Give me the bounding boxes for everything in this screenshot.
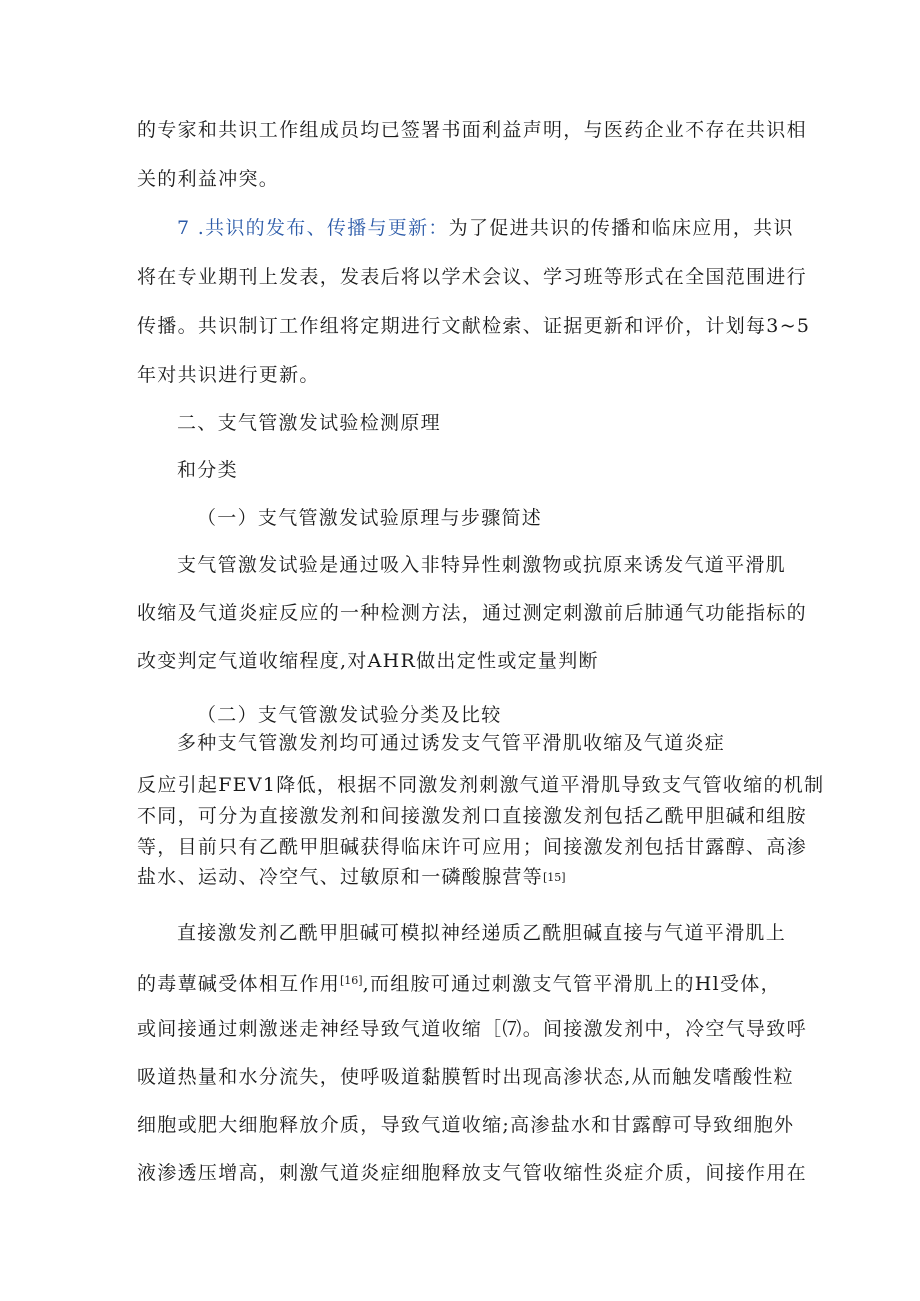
text-line: 的专家和共识工作组成员均已签署书面利益声明，与医药企业不存在共识相 (137, 119, 807, 141)
subsection-title: （一）支气管激发试验原理与步骤简述 (197, 507, 543, 529)
paragraph-line (177, 216, 794, 240)
text-line: 等，目前只有乙酰甲胆碱获得临床许可应用；间接激发剂包括甘露醇、高渗 (137, 836, 807, 858)
text-line: 支气管激发试验是通过吸入非特异性刺激物或抗原来诱发气道平滑肌 (177, 554, 787, 576)
text-line: 传播。共识制订工作组将定期进行文献检索、证据更新和评价，计划每3~5 (137, 315, 811, 337)
text-span: 盐水、运动、冷空气、过敏原和一磷酸腺营等 (137, 866, 544, 888)
text-line: 将在专业期刊上发表，发表后将以学术会议、学习班等形式在全国范围进行 (137, 266, 807, 288)
section-title-cont: 和分类 (177, 459, 238, 481)
text-span: 为了促进共识的传播和临床应用，共识 (448, 217, 794, 239)
text-span: ,而组胺可通过刺激支气管平滑肌上的Hl受体， (362, 973, 781, 995)
text-line: 不同，可分为直接激发剂和间接激发剂口直接激发剂包括乙酰甲胆碱和组胺 (137, 805, 807, 827)
text-line: 液渗透压增高，刺激气道炎症细胞释放支气管收缩性炎症介质，间接作用在 (137, 1162, 807, 1184)
text-line: 改变判定气道收缩程度,对AHR做出定性或定量判断 (137, 650, 599, 672)
text-line: 直接激发剂乙酰甲胆碱可模拟神经递质乙酰胆碱直接与气道平滑肌上 (177, 922, 787, 944)
text-line: 年对共识进行更新。 (137, 364, 320, 386)
text-line: 或间接通过刺激迷走神经导致气道收缩［⑺。间接激发剂中，冷空气导致呼 (137, 1018, 807, 1040)
section-title: 二、支气管激发试验检测原理 (177, 412, 441, 434)
text-line: 收缩及气道炎症反应的一种检测方法，通过测定刺激前后肺通气功能指标的 (137, 602, 807, 624)
citation: [15] (543, 871, 566, 884)
text-line: 细胞或肥大细胞释放介质，导致气道收缩;高渗盐水和甘露醇可导致细胞外 (137, 1114, 795, 1136)
citation: [16] (340, 974, 363, 987)
text-span: 的毒蕈碱受体相互作用 (137, 973, 341, 995)
text-line (137, 865, 566, 890)
text-line (137, 969, 781, 996)
text-line: 多种支气管激发剂均可通过诱发支气管平滑肌收缩及气道炎症 (177, 732, 726, 754)
text-line: 反应引起FEV1降低，根据不同激发剂刺激气道平滑肌导致支气管收缩的机制 (137, 774, 825, 796)
subsection-title: （二）支气管激发试验分类及比较 (197, 704, 502, 726)
text-line: 吸道热量和水分流失，使呼吸道黏膜暂时出现高渗状态,从而触发嗜酸性粒 (137, 1066, 794, 1088)
text-line: 关的利益冲突。 (137, 168, 280, 190)
section-heading-7: 7 .共识的发布、传播与更新： (177, 217, 449, 239)
